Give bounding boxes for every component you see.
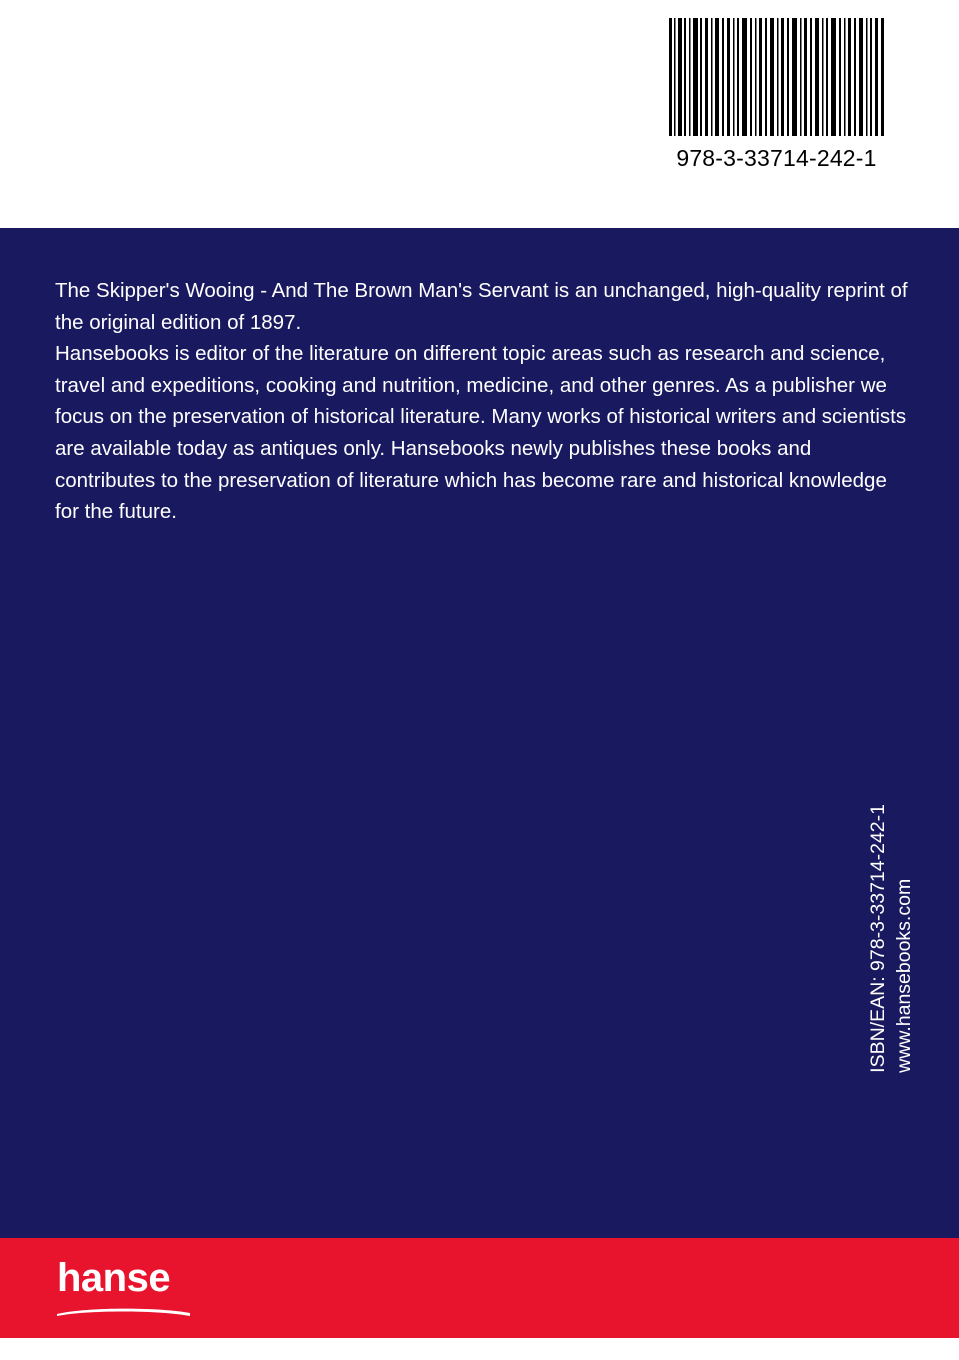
- description-paragraph-1: The Skipper's Wooing - And The Brown Man's Servant is an unchanged, high-quality reprint of the original edition of 1897.: [55, 279, 908, 334]
- isbn-number: 978-3-33714-242-1: [676, 145, 877, 171]
- barcode-block: [669, 18, 884, 172]
- navy-description-panel: [0, 228, 959, 1238]
- logo-swoosh-icon: [57, 1307, 190, 1316]
- spine-info: [865, 804, 917, 1073]
- bottom-white-strip: [0, 1338, 959, 1360]
- barcode-area: [0, 0, 959, 228]
- description-paragraph-2: Hansebooks is editor of the literature on different topic areas such as research and science, travel and expeditions, cooking and nutrition, medicine, and other genres. As a publisher we focus on the preservation of historical literature. Many works of historical writers and scientists are available today as antiques only. Hansebooks newly publishes these books and contributes to the preservation of literature which has become rare and historical knowledge for the future.: [55, 342, 907, 524]
- ean13-barcode-icon: [669, 18, 884, 136]
- publisher-footer: [0, 1238, 959, 1338]
- spine-website: www.hansebooks.com: [893, 878, 915, 1073]
- spine-isbn: ISBN/EAN: 978-3-33714-242-1: [867, 804, 889, 1073]
- hanse-logo-text: hanse: [57, 1256, 171, 1300]
- book-description: [55, 275, 908, 528]
